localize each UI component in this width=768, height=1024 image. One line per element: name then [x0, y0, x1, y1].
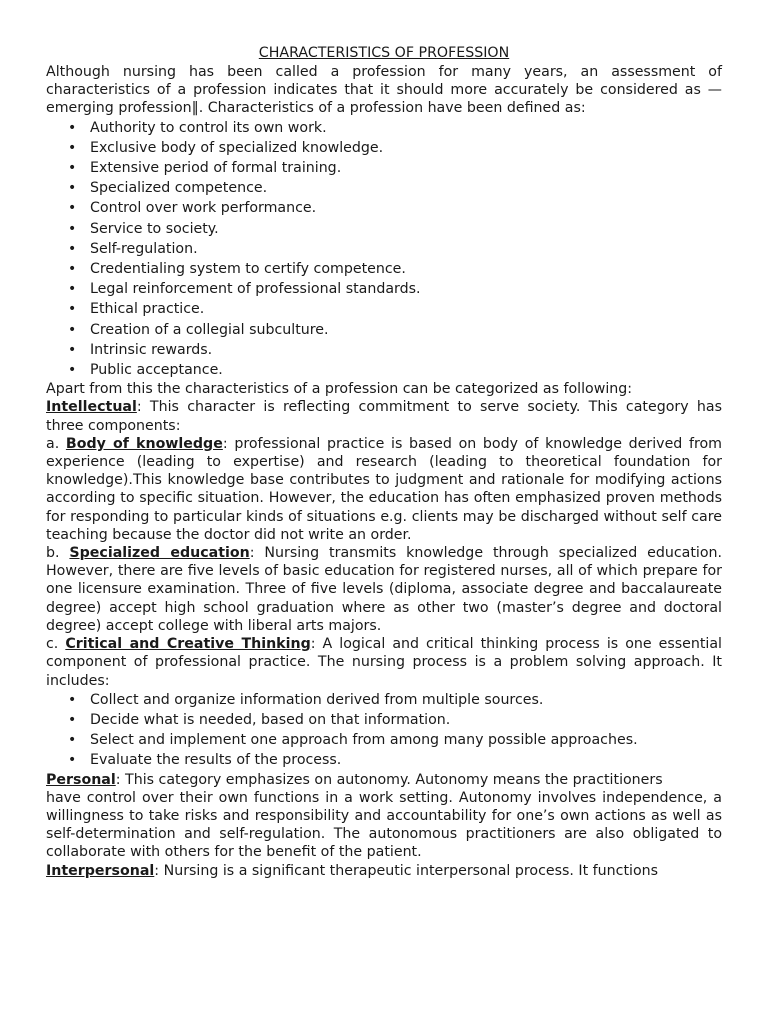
intellectual-paragraph — [46, 398, 722, 434]
specialized-education-text: : Nursing transmits knowledge through specialized education. However, there are five levels of basic education for registered nurses, all of which prepare for one licensure examination. Three of five levels (diploma, associate degree and baccalaureate degree) accept high school graduation where as other two (master’s degree and doctoral degree) accept college with liberal arts majors. — [46, 545, 723, 634]
specialized-education-paragraph — [46, 544, 722, 635]
list-item: • Collect and organize information derived from multiple sources. — [68, 690, 722, 710]
categorized-intro: Apart from this the characteristics of a profession can be categorized as following: — [46, 381, 633, 398]
intellectual-heading: Intellectual — [46, 399, 137, 416]
critical-thinking-text: : A logical and critical thinking process is one essential component of professional practice. The nursing process is a problem solving approach. It includes: — [46, 636, 723, 689]
list-item: • Public acceptance. — [68, 360, 722, 380]
list-item: • Exclusive body of specialized knowledge. — [68, 138, 722, 158]
item-prefix: a. — [46, 435, 66, 452]
list-item: • Decide what is needed, based on that information. — [68, 710, 722, 730]
personal-heading: Personal — [46, 771, 116, 788]
list-item: • Specialized competence. — [68, 178, 722, 198]
item-prefix: b. — [46, 545, 70, 562]
list-item: • Select and implement one approach from among many possible approaches. — [68, 730, 722, 750]
body-of-knowledge-paragraph — [46, 435, 722, 544]
intellectual-text: : This character is reflecting commitment to serve society. This category has three components: — [46, 399, 722, 434]
body-of-knowledge-heading: Body of knowledge — [65, 435, 223, 452]
personal-paragraph — [46, 771, 722, 789]
item-prefix: c. — [46, 636, 66, 653]
critical-thinking-paragraph — [46, 635, 722, 690]
list-item: • Intrinsic rewards. — [68, 340, 722, 360]
list-item: • Legal reinforcement of professional standards. — [68, 279, 722, 299]
personal-paragraph-continued: have control over their own functions in a work setting. Autonomy involves independence, a willingness to take risks and responsibility and accountability for one’s own actions as well as self-determination and self-regulation. The autonomous practitioners are also obligated to collaborate with others for the benefit of the patient. — [46, 789, 722, 861]
list-item: • Credentialing system to certify competence. — [68, 259, 722, 279]
personal-text: : This category emphasizes on autonomy. Autonomy means the practitioners — [115, 771, 663, 788]
interpersonal-paragraph — [46, 862, 722, 880]
interpersonal-heading: Interpersonal — [46, 862, 155, 879]
document-title: CHARACTERISTICS OF PROFESSION — [258, 45, 510, 61]
list-item: • Creation of a collegial subculture. — [68, 320, 722, 340]
nursing-process-list — [46, 690, 722, 771]
list-item: • Evaluate the results of the process. — [68, 750, 722, 770]
list-item: • Ethical practice. — [68, 299, 722, 319]
critical-thinking-heading: Critical and Creative Thinking — [65, 636, 311, 653]
intro-paragraph: Although nursing has been called a profession for many years, an assessment of characteristics of a profession indicates that it should more accurately be considered as —emerging profession‖. Characteristics of a profession have been defined as: — [46, 64, 722, 117]
list-item: • Authority to control its own work. — [68, 118, 722, 138]
list-item: • Service to society. — [68, 219, 722, 239]
list-item: • Control over work performance. — [68, 198, 722, 218]
list-item: • Extensive period of formal training. — [68, 158, 722, 178]
list-item: • Self-regulation. — [68, 239, 722, 259]
specialized-education-heading: Specialized education — [69, 545, 250, 562]
interpersonal-text: : Nursing is a significant therapeutic interpersonal process. It functions — [154, 862, 659, 879]
body-of-knowledge-text: : professional practice is based on body of knowledge derived from experience (leading to expertise) and research (leading to theoretical foundation for knowledge).This knowledge base contributes to judgment and rationale for modifying actions according to specific situation. However, the education has often emphasized proven methods for responding to particular kinds of situations e.g. clients may be discharged without self care teaching because the doctor did not write an order. — [46, 435, 723, 543]
characteristics-list — [46, 118, 722, 381]
